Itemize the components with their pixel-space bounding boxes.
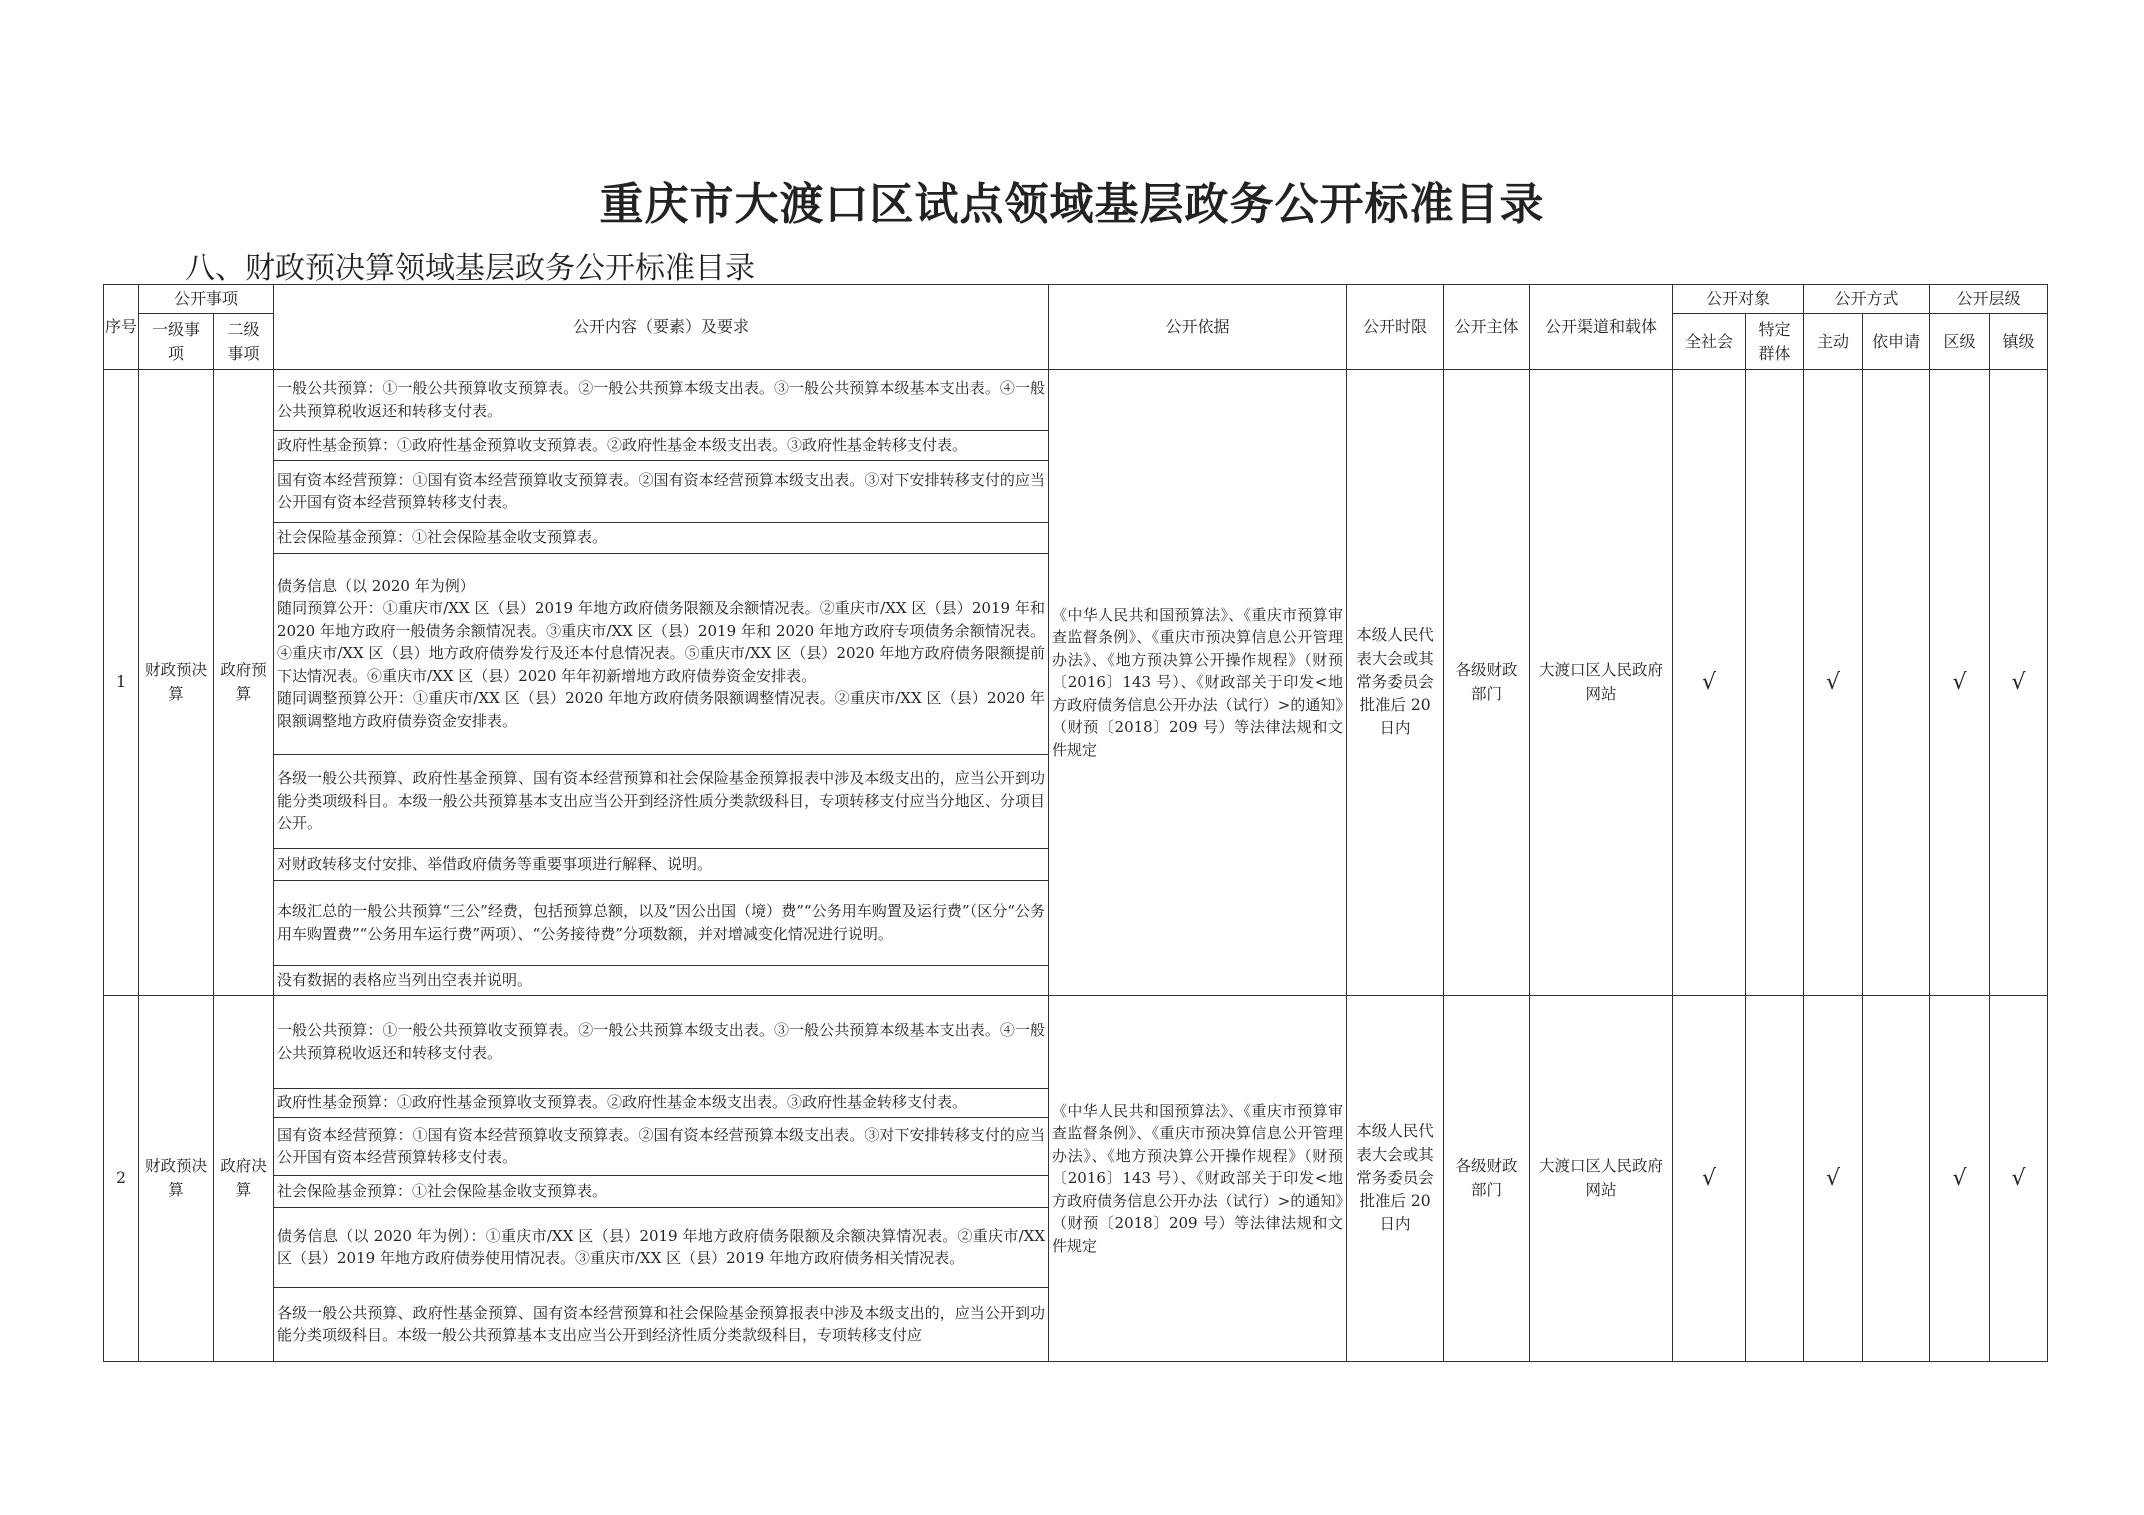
row-subject: 各级财政部门 (1444, 370, 1530, 996)
row-level2: 政府预算 (214, 370, 274, 996)
section-title: 八、财政预决算领域基层政务公开标准目录 (185, 251, 755, 286)
row-level-town-check: √ (1990, 370, 2048, 996)
header-level-town: 镇级 (1990, 314, 2048, 370)
header-items: 公开事项 (139, 285, 274, 314)
content-item: 政府性基金预算：①政府性基金预算收支预算表。②政府性基金本级支出表。③政府性基金转移支付表。 (274, 430, 1048, 460)
row-target-all-check: √ (1673, 370, 1746, 996)
content-item: 政府性基金预算：①政府性基金预算收支预算表。②政府性基金本级支出表。③政府性基金转移支付表。 (274, 1088, 1048, 1117)
page-title: 重庆市大渡口区试点领域基层政务公开标准目录 (599, 179, 1545, 230)
content-item: 债务信息（以 2020 年为例）：①重庆市/XX 区（县）2019 年地方政府债务限额及余额决算情况表。②重庆市/XX 区（县）2019 年地方政府债券使用情况表。③重庆市/XX 区（县）2019 年地方政府债务相关情况表。 (274, 1207, 1048, 1287)
row-seq: 2 (104, 996, 139, 1362)
content-item: 没有数据的表格应当列出空表并说明。 (277, 971, 533, 989)
table-row (104, 370, 2048, 996)
table-row (104, 996, 2048, 1362)
header-method-apply: 依申请 (1863, 314, 1930, 370)
header-method: 公开方式 (1804, 285, 1930, 314)
content-item: 各级一般公共预算、政府性基金预算、国有资本经营预算和社会保险基金预算报表中涉及本级支出的，应当公开到功能分类项级科目。本级一般公共预算基本支出应当公开到经济性质分类款级科目，专项转移支付应 (277, 1303, 1046, 1345)
row-target-specific-check (1746, 996, 1804, 1362)
header-level-district: 区级 (1930, 314, 1990, 370)
row-level-district-check: √ (1930, 370, 1990, 996)
row-level-district-check: √ (1930, 996, 1990, 1362)
content-item: 各级一般公共预算、政府性基金预算、国有资本经营预算和社会保险基金预算报表中涉及本级支出的，应当公开到功能分类项级科目。本级一般公共预算基本支出应当公开到经济性质分类款级科目，专项转移支付应当分地区、分项目公开。 (274, 754, 1048, 848)
content-item: 社会保险基金预算：①社会保险基金收支预算表。 (274, 522, 1048, 553)
row-target-all-check: √ (1673, 996, 1746, 1362)
row-time: 本级人民代表大会或其常务委员会批准后 20 日内 (1347, 370, 1444, 996)
content-item: 债务信息（以 2020 年为例） 随同预算公开：①重庆市/XX 区（县）2019 年地方政府债务限额及余额情况表。②重庆市/XX 区（县）2019 年和 2020 年地方政府一般债务余额情况表。③重庆市/XX 区（县）2019 年和 2020 年地方政府专项债务余额情况表。④重庆市/XX 区（县）地方政府债券发行及还本付息情况表。⑤重庆市/XX 区（县）2020 年地方政府债务限额提前下达情况表。⑥重庆市/XX 区（县）2020 年年初新增地方政府债券资金安排表。 随同调整预算公开：①重庆市/XX 区（县）2020 年地方政府债务限额调整情况表。②重庆市/XX 区（县）2020 年限额调整地方政府债券资金安排表。 (274, 553, 1048, 754)
header-seq: 序号 (104, 285, 139, 370)
header-level: 公开层级 (1930, 285, 2048, 314)
row-content (274, 370, 1049, 996)
header-target-all: 全社会 (1673, 314, 1746, 370)
content-item: 对财政转移支付安排、举借政府债务等重要事项进行解释、说明。 (274, 848, 1048, 880)
header-level1: 一级事项 (139, 314, 214, 370)
header-content: 公开内容（要素）及要求 (274, 285, 1049, 370)
header-subject: 公开主体 (1444, 285, 1530, 370)
header-time: 公开时限 (1347, 285, 1444, 370)
content-item: 一般公共预算：①一般公共预算收支预算表。②一般公共预算本级支出表。③一般公共预算本级基本支出表。④一般公共预算税收返还和转移支付表。 (274, 996, 1048, 1088)
row-subject: 各级财政部门 (1444, 996, 1530, 1362)
content-list (274, 996, 1048, 1361)
row-seq: 1 (104, 370, 139, 996)
header-target-specific: 特定群体 (1746, 314, 1804, 370)
header-channel: 公开渠道和载体 (1530, 285, 1673, 370)
row-method-active-check: √ (1804, 370, 1863, 996)
row-method-apply-check (1863, 996, 1930, 1362)
row-level1: 财政预决算 (139, 996, 214, 1362)
header-row-1 (104, 285, 2048, 314)
row-target-specific-check (1746, 370, 1804, 996)
content-item: 国有资本经营预算：①国有资本经营预算收支预算表。②国有资本经营预算本级支出表。③对下安排转移支付的应当公开国有资本经营预算转移支付表。 (274, 460, 1048, 522)
row-channel: 大渡口区人民政府网站 (1530, 370, 1673, 996)
row-level-town-check: √ (1990, 996, 2048, 1362)
row-basis: 《中华人民共和国预算法》、《重庆市预算审查监督条例》、《重庆市预决算信息公开管理办法》、《地方预决算公开操作规程》（财预〔2016〕143 号）、《财政部关于印发<地方政府债务信息公开办法（试行）>的通知》（财预〔2018〕209 号）等法律法规和文件规定 (1049, 370, 1347, 996)
row-level2: 政府决算 (214, 996, 274, 1362)
header-basis: 公开依据 (1049, 285, 1347, 370)
row-content (274, 996, 1049, 1362)
content-item: 本级汇总的一般公共预算“三公”经费，包括预算总额，以及“因公出国（境）费”“公务用车购置及运行费”（区分“公务用车购置费”“公务用车运行费”两项）、“公务接待费”分项数额，并对增减变化情况进行说明。 (274, 880, 1048, 965)
header-target: 公开对象 (1673, 285, 1804, 314)
row-method-active-check: √ (1804, 996, 1863, 1362)
content-item: 国有资本经营预算：①国有资本经营预算收支预算表。②国有资本经营预算本级支出表。③对下安排转移支付的应当公开国有资本经营预算转移支付表。 (274, 1117, 1048, 1175)
catalog-table (103, 284, 2048, 1362)
content-item: 社会保险基金预算：①社会保险基金收支预算表。 (274, 1175, 1048, 1207)
row-level1: 财政预决算 (139, 370, 214, 996)
content-list (274, 370, 1048, 995)
header-method-active: 主动 (1804, 314, 1863, 370)
header-level2: 二级事项 (214, 314, 274, 370)
row-time: 本级人民代表大会或其常务委员会批准后 20 日内 (1347, 996, 1444, 1362)
row-channel: 大渡口区人民政府网站 (1530, 996, 1673, 1362)
row-basis: 《中华人民共和国预算法》、《重庆市预算审查监督条例》、《重庆市预决算信息公开管理办法》、《地方预决算公开操作规程》（财预〔2016〕143 号）、《财政部关于印发<地方政府债务信息公开办法（试行）>的通知》（财预〔2018〕209 号）等法律法规和文件规定 (1049, 996, 1347, 1362)
content-item: 一般公共预算：①一般公共预算收支预算表。②一般公共预算本级支出表。③一般公共预算本级基本支出表。④一般公共预算税收返还和转移支付表。 (274, 370, 1048, 430)
row-method-apply-check (1863, 370, 1930, 996)
